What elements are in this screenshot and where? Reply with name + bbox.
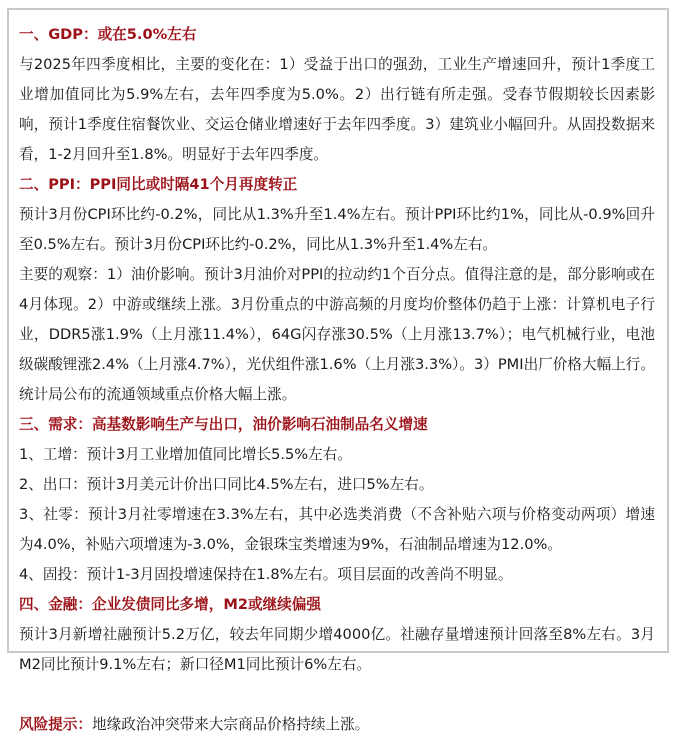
section-paragraph-finance-1: 预计3月新增社融预计5.2万亿，较去年同期少增4000亿。社融存量增速预计回落至8%左右。3月M2同比预计9.1%左右；新口径M1同比预计6%左右。 [19, 626, 655, 673]
risk-notice [19, 680, 655, 740]
section-ppi [19, 170, 655, 410]
section-finance [19, 590, 655, 680]
section-heading-demand: 三、需求：高基数影响生产与出口，油价影响石油制品名义增速 [19, 416, 428, 433]
section-paragraph-gdp-1: 与2025年四季度相比，主要的变化在：1）受益于出口的强劲，工业生产增速回升，预计1季度工业增加值同比为5.9%左右，去年四季度为5.0%。2）出行链有所走强。受春节假期较长因素影响，预计1季度住宿餐饮业、交运仓储业增速好于去年四季度。3）建筑业小幅回升。从固投数据来看，1-2月回升至1.8%。明显好于去年四季度。 [19, 56, 655, 163]
section-paragraph-demand-4: 4、固投：预计1-3月固投增速保持在1.8%左右。项目层面的改善尚不明显。 [19, 566, 513, 583]
section-heading-finance: 四、金融：企业发债同比多增，M2或继续偏强 [19, 596, 321, 613]
section-paragraph-demand-3: 3、社零：预计3月社零增速在3.3%左右，其中必选类消费（不含补贴六项与价格变动两项）增速为4.0%，补贴六项增速为-3.0%，金银珠宝类增速为9%，石油制品增速为12.0%。 [19, 506, 655, 553]
section-paragraph-demand-2: 2、出口：预计3月美元计价出口同比4.5%左右，进口5%左右。 [19, 476, 434, 493]
section-paragraph-demand-1: 1、工增：预计3月工业增加值同比增长5.5%左右。 [19, 446, 352, 463]
section-paragraph-ppi-2: 主要的观察：1）油价影响。预计3月油价对PPI的拉动约1个百分点。值得注意的是，部分影响或在4月体现。2）中游或继续上涨。3月份重点的中游高频的月度均价整体仍趋于上涨：计算机电子行业，DDR5涨1.9%（上月涨11.4%），64G闪存涨30.5%（上月涨13.7%）；电气机械行业，电池级碳酸锂涨2.4%（上月涨4.7%），光伏组件涨1.6%（上月涨3.3%）。3）PMI出厂价格大幅上行。统计局公布的流通领域重点价格大幅上涨。 [19, 266, 655, 403]
document-frame [7, 8, 669, 733]
section-demand [19, 410, 655, 590]
risk-notice-label: 风险提示 [19, 716, 78, 733]
section-paragraph-ppi-1: 预计3月份CPI环比约-0.2%，同比从1.3%升至1.4%左右。预计PPI环比约1%，同比从-0.9%回升至0.5%左右。预计3月份CPI环比约-0.2%，同比从1.3%升至1.4%左右。 [19, 206, 655, 253]
risk-notice-separator: ： [77, 716, 92, 733]
document-body [19, 20, 655, 740]
section-heading-gdp: 一、GDP：或在5.0%左右 [19, 26, 197, 43]
section-gdp [19, 20, 655, 170]
section-heading-ppi: 二、PPI：PPI同比或时隔41个月再度转正 [19, 176, 298, 193]
risk-notice-text: 地缘政治冲突带来大宗商品价格持续上涨。 [92, 716, 370, 733]
